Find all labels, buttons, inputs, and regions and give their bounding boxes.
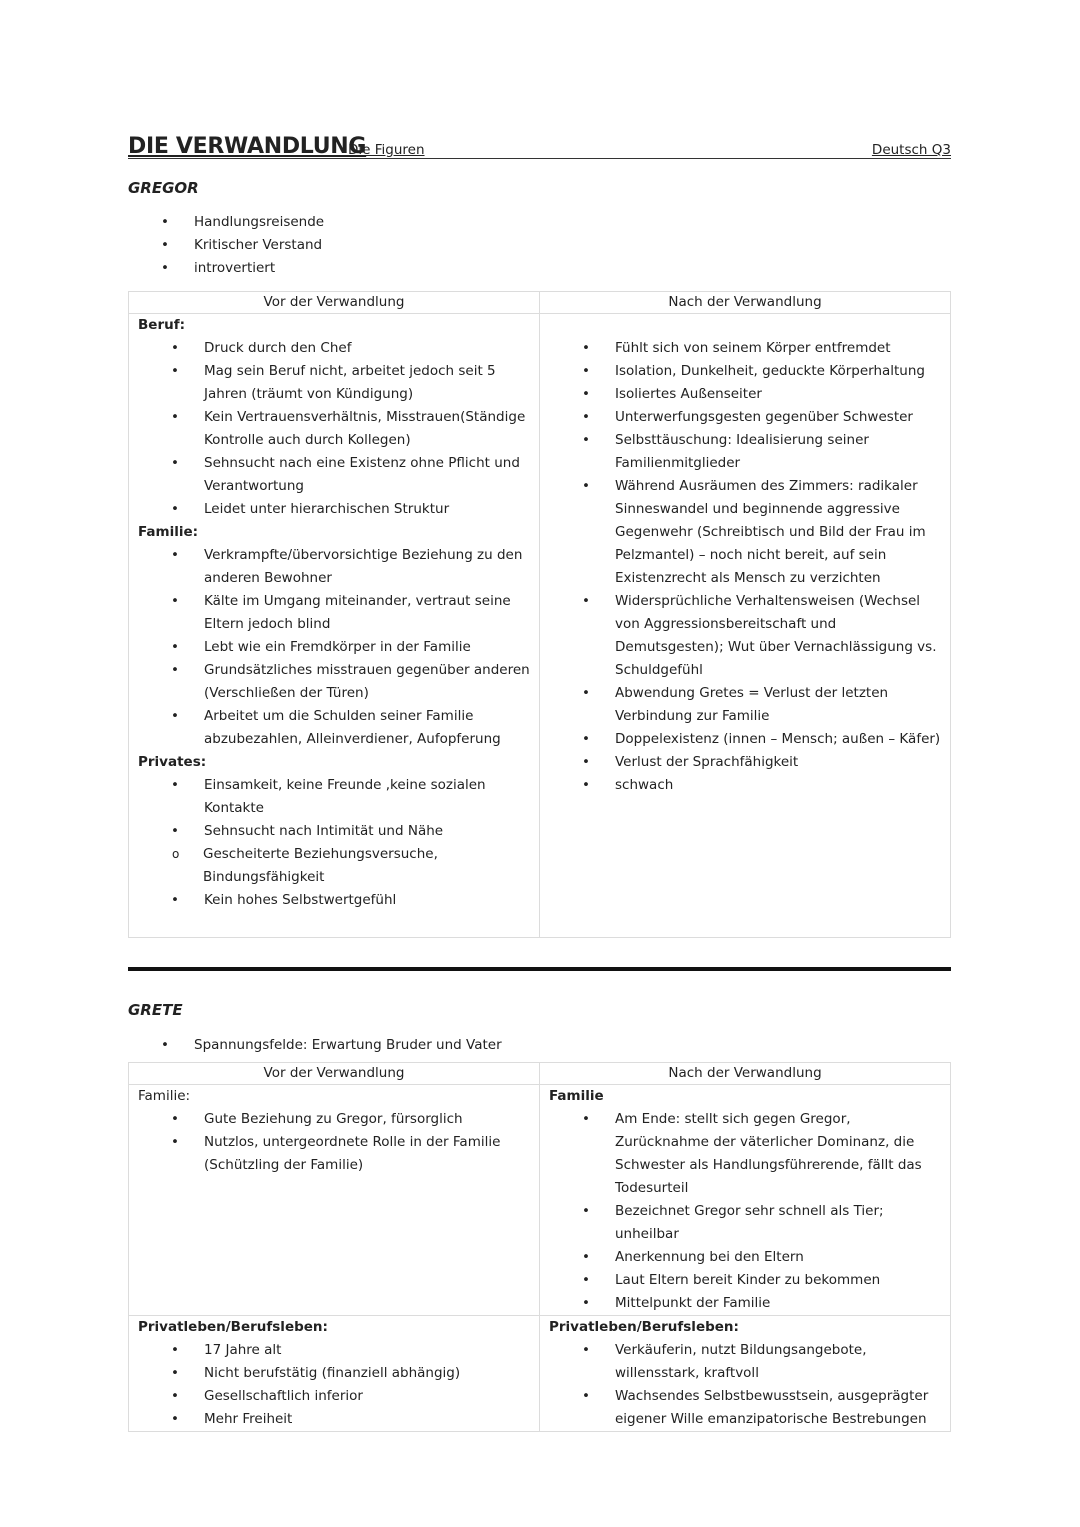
- list-item: • Verkrampfte/übervorsichtige Beziehung zu den anderen Bewohner: [138, 544, 530, 590]
- list-item: • Kein Vertrauensverhältnis, Misstrauen(Ständige Kontrolle auch durch Kollegen): [138, 406, 530, 452]
- familie-list: [138, 544, 530, 751]
- list-item: • Wachsendes Selbstbewusstsein, ausgeprägter eigener Wille emanzipatorische Bestrebungen: [549, 1385, 941, 1431]
- list-item: • Unterwerfungsgesten gegenüber Schwester: [549, 406, 941, 429]
- list-item: • Doppelexistenz (innen – Mensch; außen – Käfer): [549, 728, 941, 751]
- column-header-after: Nach der Verwandlung: [540, 292, 951, 314]
- grete-before-familie-cell: [129, 1085, 540, 1316]
- list-item: • Einsamkeit, keine Freunde ,keine sozialen Kontakte: [138, 774, 530, 820]
- list-item: • Grundsätzliches misstrauen gegenüber anderen (Verschließen der Türen): [138, 659, 530, 705]
- document-title: DIE VERWANDLUNG: [128, 134, 367, 159]
- list-item: • Mittelpunkt der Familie: [549, 1292, 941, 1315]
- list-item: • schwach: [549, 774, 941, 797]
- list-item: • Lebt wie ein Fremdkörper in der Familie: [138, 636, 530, 659]
- category-label: Familie:: [138, 524, 199, 540]
- gregor-table: [128, 291, 951, 938]
- list-item: • Kein hohes Selbstwertgefühl: [138, 889, 530, 912]
- document-page: [128, 130, 951, 1432]
- section-title-grete: GRETE: [128, 1001, 183, 1019]
- list-item: • Isoliertes Außenseiter: [549, 383, 941, 406]
- grete-after-familie-cell: [540, 1085, 951, 1316]
- familie-list: [138, 1108, 530, 1177]
- grete-after-privat-cell: [540, 1316, 951, 1432]
- section-divider: [128, 967, 951, 971]
- category-label: Privatleben/Berufsleben:: [549, 1319, 739, 1335]
- list-item: • 17 Jahre alt: [138, 1339, 530, 1362]
- list-item: • Verkäuferin, nutzt Bildungsangebote, willensstark, kraftvoll: [549, 1339, 941, 1385]
- list-item: • Druck durch den Chef: [138, 337, 530, 360]
- list-item: • Während Ausräumen des Zimmers: radikaler Sinneswandel und beginnende aggressive Gegenwehr (Schreibtisch und Bild der Frau im Pelzmantel) – noch nicht bereit, auf sein Existenzrecht als Mensch zu verzichten: [549, 475, 941, 590]
- list-item: • Kritischer Verstand: [128, 234, 951, 257]
- category-label: Familie: [549, 1088, 604, 1104]
- column-header-after: Nach der Verwandlung: [540, 1063, 951, 1085]
- after-list: [549, 337, 941, 797]
- course-label: Deutsch Q3: [871, 142, 951, 158]
- list-item: • Kälte im Umgang miteinander, vertraut seine Eltern jedoch blind: [138, 590, 530, 636]
- list-item: • Gute Beziehung zu Gregor, fürsorglich: [138, 1108, 530, 1131]
- list-item: • Spannungsfelde: Erwartung Bruder und Vater: [128, 1034, 951, 1057]
- gregor-before-cell: [129, 314, 540, 938]
- sub-list-item: o Gescheiterte Beziehungsversuche, Bindungsfähigkeit: [138, 843, 530, 889]
- category-label: Privatleben/Berufsleben:: [138, 1319, 328, 1335]
- list-item: • Mehr Freiheit: [138, 1408, 530, 1431]
- list-item-text: Sehnsucht nach Intimität und Nähe: [204, 823, 444, 839]
- column-header-before: Vor der Verwandlung: [129, 292, 540, 314]
- familie-list: [549, 1108, 941, 1315]
- list-item: • Bezeichnet Gregor sehr schnell als Tier; unheilbar: [549, 1200, 941, 1246]
- list-item: • Arbeitet um die Schulden seiner Familie abzubezahlen, Alleinverdiener, Aufopferung: [138, 705, 530, 751]
- document-subtitle: Die Figuren: [348, 142, 425, 158]
- list-item: • Leidet unter hierarchischen Struktur: [138, 498, 530, 521]
- beruf-list: [138, 337, 530, 521]
- gregor-traits: [128, 211, 951, 280]
- list-item: • Verlust der Sprachfähigkeit: [549, 751, 941, 774]
- list-item: • Am Ende: stellt sich gegen Gregor, Zurücknahme der väterlicher Dominanz, die Schwester als Handlungsführerende, fällt das Todesurteil: [549, 1108, 941, 1200]
- column-header-before: Vor der Verwandlung: [129, 1063, 540, 1085]
- category-label: Familie:: [138, 1088, 191, 1104]
- list-item: • Gesellschaftlich inferior: [138, 1385, 530, 1408]
- category-label: Privates:: [138, 754, 207, 770]
- list-item: • Nutzlos, untergeordnete Rolle in der Familie (Schützling der Familie): [138, 1131, 530, 1177]
- privat-list: [549, 1339, 941, 1431]
- category-label: Beruf:: [138, 317, 185, 333]
- list-item: • Fühlt sich von seinem Körper entfremdet: [549, 337, 941, 360]
- list-item: • introvertiert: [128, 257, 951, 280]
- privates-list: [138, 774, 530, 912]
- gregor-after-cell: [540, 314, 951, 938]
- list-item: • Handlungsreisende: [128, 211, 951, 234]
- list-item: • Anerkennung bei den Eltern: [549, 1246, 941, 1269]
- grete-table: [128, 1062, 951, 1432]
- list-item: • Widersprüchliche Verhaltensweisen (Wechsel von Aggressionsbereitschaft und Demutsgesten); Wut über Vernachlässigung vs. Schuldgefühl: [549, 590, 941, 682]
- list-item: [138, 820, 530, 889]
- list-item: • Isolation, Dunkelheit, geduckte Körperhaltung: [549, 360, 941, 383]
- list-item: • Sehnsucht nach eine Existenz ohne Pflicht und Verantwortung: [138, 452, 530, 498]
- list-item: • Mag sein Beruf nicht, arbeitet jedoch seit 5 Jahren (träumt von Kündigung): [138, 360, 530, 406]
- list-item: • Laut Eltern bereit Kinder zu bekommen: [549, 1269, 941, 1292]
- privat-list: [138, 1339, 530, 1431]
- grete-traits: [128, 1034, 951, 1057]
- sub-list: [138, 843, 530, 889]
- list-item: • Nicht berufstätig (finanziell abhängig): [138, 1362, 530, 1385]
- section-title-gregor: GREGOR: [128, 179, 199, 197]
- list-item: • Selbsttäuschung: Idealisierung seiner Familienmitglieder: [549, 429, 941, 475]
- page-header: [128, 130, 951, 159]
- list-item: • Abwendung Gretes = Verlust der letzten Verbindung zur Familie: [549, 682, 941, 728]
- grete-before-privat-cell: [129, 1316, 540, 1432]
